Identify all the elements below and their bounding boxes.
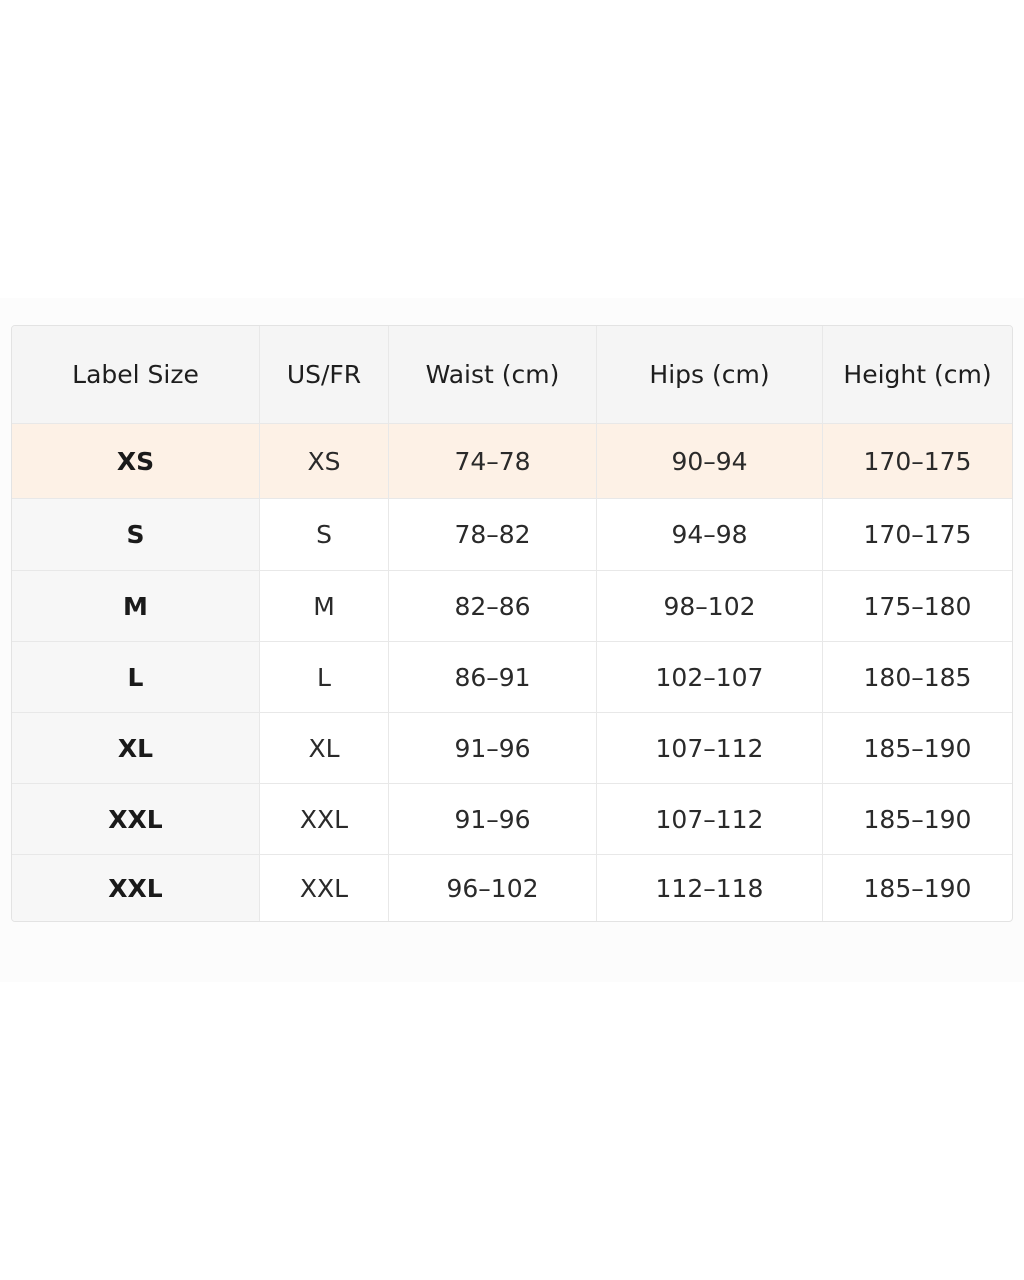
us-fr-cell: M [260, 571, 389, 641]
label-size-cell: XXL [12, 784, 260, 854]
waist-cell: 78–82 [389, 499, 597, 570]
table-row [12, 499, 1012, 571]
waist-cell: 91–96 [389, 784, 597, 854]
us-fr-cell: XXL [260, 855, 389, 921]
us-fr-cell: XS [260, 424, 389, 498]
label-size-cell: L [12, 642, 260, 712]
hips-cell: 98–102 [597, 571, 823, 641]
hips-cell: 102–107 [597, 642, 823, 712]
height-cell: 180–185 [863, 662, 972, 692]
table-header-row [12, 326, 1012, 424]
table-row [12, 571, 1012, 642]
height-cell: 175–180 [863, 591, 972, 621]
hips-cell: 112–118 [597, 855, 823, 921]
header-hips: Hips (cm) [597, 326, 823, 423]
us-fr-cell: L [260, 642, 389, 712]
us-fr-cell: S [260, 499, 389, 570]
us-fr-cell: XXL [260, 784, 389, 854]
label-size-cell: XL [12, 713, 260, 783]
table-row [12, 642, 1012, 713]
table-row [12, 784, 1012, 855]
waist-cell: 74–78 [389, 424, 597, 498]
header-us-fr: US/FR [260, 326, 389, 423]
label-size-cell: S [12, 499, 260, 570]
height-cell: 170–175 [863, 520, 972, 549]
label-size-cell: XXL [12, 855, 260, 921]
header-height: Height (cm) [843, 360, 992, 389]
waist-cell: 91–96 [389, 713, 597, 783]
table-row [12, 855, 1012, 921]
header-label-size: Label Size [12, 326, 260, 423]
table-row [12, 713, 1012, 784]
height-cell: 170–175 [863, 446, 972, 476]
hips-cell: 107–112 [597, 713, 823, 783]
header-waist: Waist (cm) [389, 326, 597, 423]
label-size-cell: XS [12, 424, 260, 498]
height-cell: 185–190 [863, 804, 972, 834]
hips-cell: 90–94 [597, 424, 823, 498]
height-cell: 185–190 [863, 733, 972, 763]
waist-cell: 86–91 [389, 642, 597, 712]
waist-cell: 96–102 [389, 855, 597, 921]
table-row [12, 424, 1012, 499]
size-chart-table [11, 325, 1013, 922]
height-cell: 185–190 [863, 873, 972, 903]
hips-cell: 94–98 [597, 499, 823, 570]
us-fr-cell: XL [260, 713, 389, 783]
label-size-cell: M [12, 571, 260, 641]
waist-cell: 82–86 [389, 571, 597, 641]
hips-cell: 107–112 [597, 784, 823, 854]
